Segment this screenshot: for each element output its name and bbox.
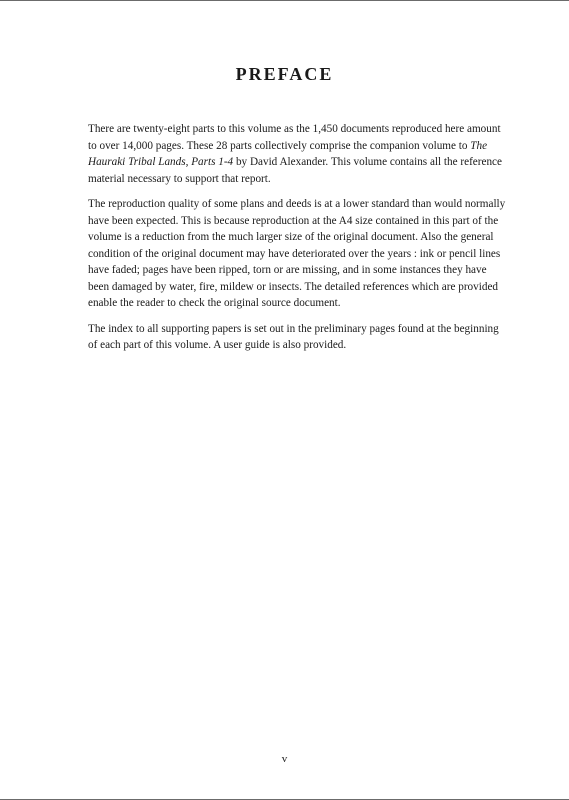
preface-body bbox=[88, 121, 508, 363]
paragraph-reproduction-quality: The reproduction quality of some plans and deeds is at a lower standard than would normally have been expected. This is because reproduction at the A4 size contained in this part of the volume is a reduction from the much larger size of the original document. Also the general condition of the original document may have deteriorated over the years : ink or pencil lines have faded; pages have been ripped, torn or are missing, and in some instances they have been damaged by water, fire, mildew or insects. The detailed references which are provided enable the reader to check the original source document. bbox=[88, 198, 506, 309]
paragraph-intro-text-c: by David Alexander. This volume contains all the reference material necessary to support that report. bbox=[88, 156, 502, 185]
report-title-italic: The Hauraki Tribal Lands, Parts 1-4 bbox=[88, 139, 488, 168]
scan-top-edge bbox=[0, 0, 569, 1]
paragraph-intro-text-a: There are twenty-eight parts to this volume as the 1,450 documents reproduced here amount to over 14,000 pages. These 28 parts collectively comprise the companion volume to bbox=[88, 123, 501, 152]
page-number: v bbox=[281, 753, 288, 765]
paragraph-index: The index to all supporting papers is set out in the preliminary pages found at the beginning of each part of this volume. A user guide is also provided. bbox=[88, 322, 499, 351]
paragraph-intro bbox=[88, 121, 508, 187]
page-title: PREFACE bbox=[235, 64, 334, 84]
